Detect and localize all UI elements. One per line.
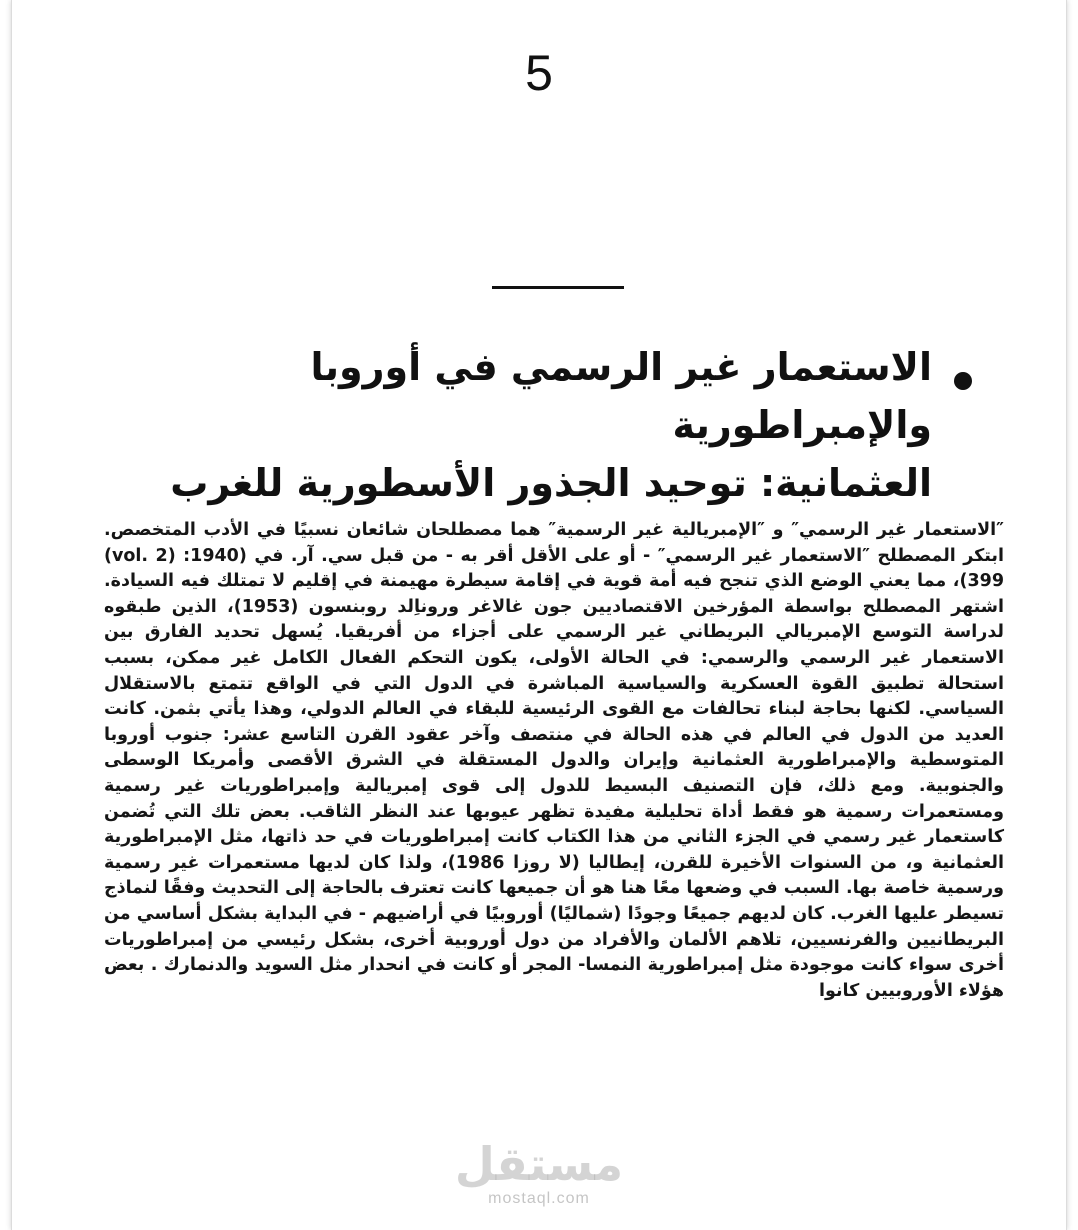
heading-divider	[492, 286, 624, 289]
watermark-logo	[12, 1138, 1066, 1208]
document-page	[12, 0, 1066, 1230]
page-number: 5	[525, 45, 553, 101]
chapter-heading	[112, 338, 972, 512]
chapter-title	[112, 338, 932, 512]
bullet-icon	[954, 372, 972, 390]
watermark-arabic-text: مستقل	[454, 1137, 624, 1191]
watermark-latin-text: mostaql.com	[488, 1190, 590, 1207]
chapter-title-line-1: الاستعمار غير الرسمي في أوروبا والإمبراطورية	[310, 345, 932, 447]
body-paragraph: ″الاستعمار غير الرسمي″ و ″الإمبريالية غير الرسمية″ هما مصطلحان شائعان نسبيًا في الأدب المتخصص. ابتكر المصطلح ″الاستعمار غير الرسمي″ - أو على الأقل أقر به - من قبل سي. آر. في (1940: (vol. 2) 399)، مما يعني الوضع الذي تنجح فيه أمة قوية في إقامة سيطرة مهيمنة في إقليم لا تمتلك فيه السيادة. اشتهر المصطلح بواسطة المؤرخين الاقتصاديين جون غالاغر وروناِلد روبنسون (1953)، الذين طبقوه لدراسة التوسع الإمبريالي البريطاني غير الرسمي على أجزاء من أفريقيا. يُسهل تحديد الفارق بين الاستعمار غير الرسمي والرسمي: في الحالة الأولى، يكون التحكم الفعال الكامل غير ممكن، بسبب استحالة تطبيق القوة العسكرية والسياسية المباشرة في الدول التي في الواقع تتمتع بالاستقلال السياسي. لكنها بحاجة لبناء تحالفات مع القوى الرئيسية للبقاء في العالم الدولي، وهذا يأتي بثمن. كانت العديد من الدول في العالم في هذه الحالة في منتصف وآخر عقود القرن التاسع عشر: جنوب أوروبا المتوسطية والإمبراطورية العثمانية وإيران والدول المستقلة في الشرق الأقصى وأمريكا الوسطى والجنوبية. ومع ذلك، فإن التصنيف البسيط للدول إلى قوى إمبريالية وإمبراطوريات غير رسمية ومستعمرات رسمية هو فقط أداة تحليلية مفيدة تظهر عيوبها عند النظر الثاقب. بعض تلك التي تُضمن كاستعمار غير رسمي في الجزء الثاني من هذا الكتاب كانت إمبراطوريات في حد ذاتها، مثل الإمبراطورية العثمانية و، من السنوات الأخيرة للقرن، إيطاليا (لا روزا 1986)، ولذا كان لديها مستعمرات غير رسمية ورسمية خاصة بها. السبب في وضعها معًا هنا هو أن جميعها كانت تعترف بالحاجة إلى التحديث وفقًا لنماذج تسيطر عليها الغرب. كان لديهم جميعًا وجودًا (شماليًا) أوروبيًا في أراضيهم - في البداية بشكل أساسي من البريطانيين والفرنسيين، تلاهم الألمان والأفراد من دول أوروبية أخرى، بشكل رئيسي من إمبراطوريات أخرى سواء كانت موجودة مثل إمبراطورية النمسا- المجر أو كانت في انحدار مثل السويد والدنمارك . بعض هؤلاء الأوروبيين كانوا	[104, 520, 1005, 1001]
chapter-title-line-2: العثمانية: توحيد الجذور الأسطورية للغرب	[170, 461, 932, 505]
